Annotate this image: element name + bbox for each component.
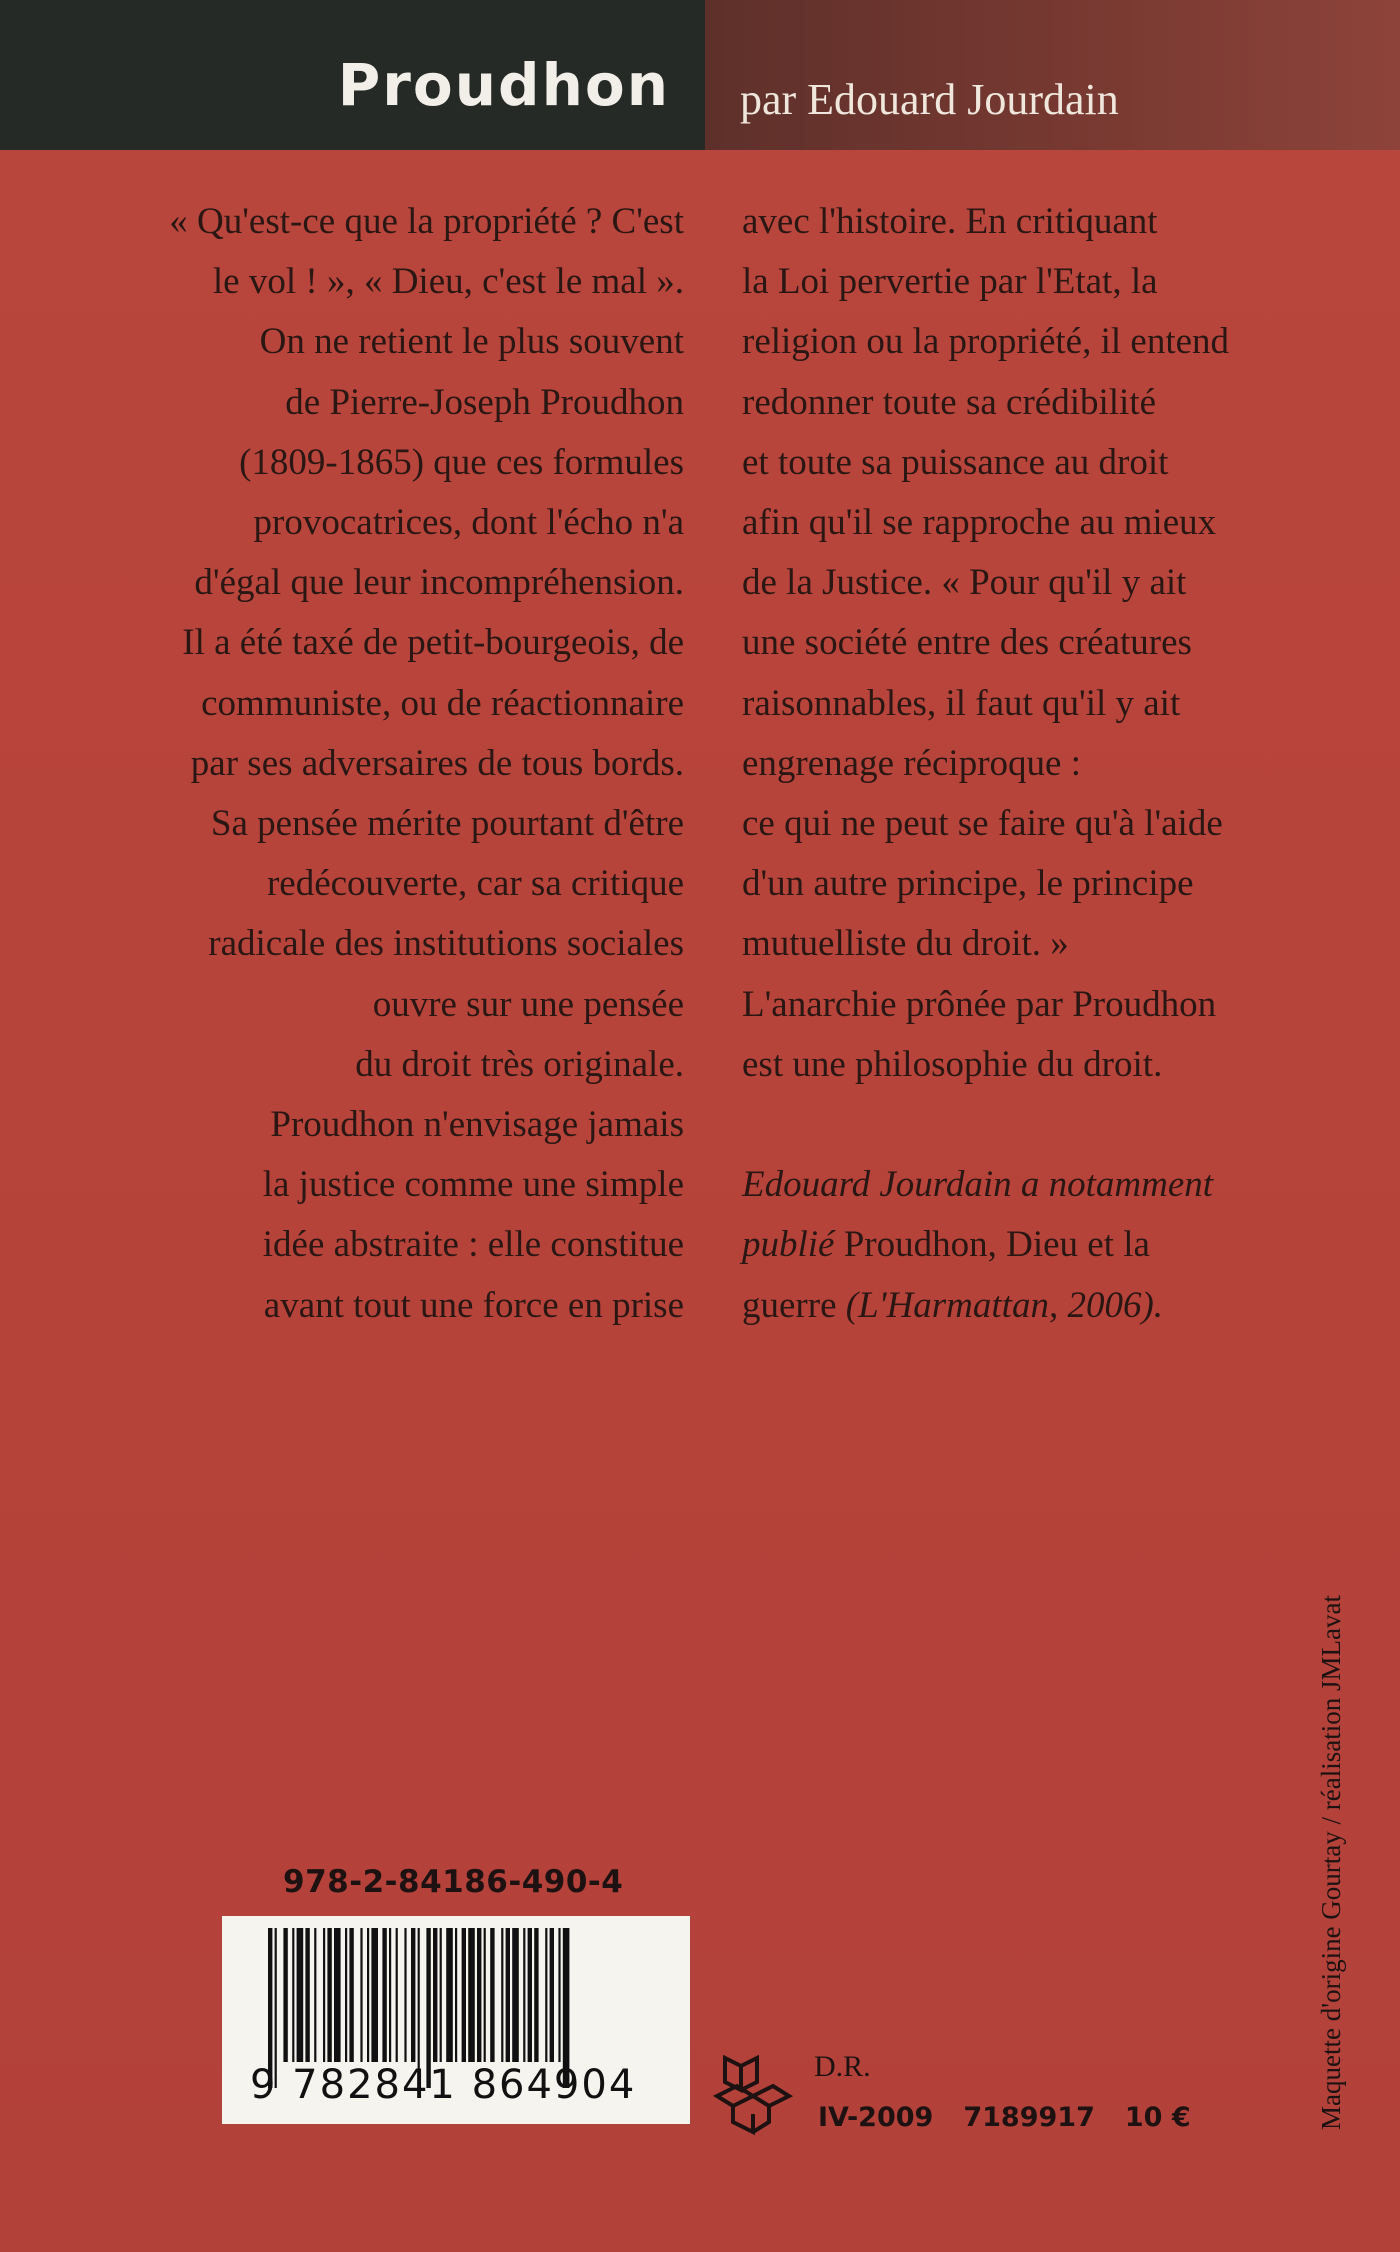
barcode-bar xyxy=(389,1928,391,2062)
barcode-bar xyxy=(323,1928,325,2062)
barcode-bar xyxy=(433,1928,437,2062)
blurb-line: redécouverte, car sa critique xyxy=(266,863,684,905)
blurb-line: provocatrices, dont l'écho n'a xyxy=(253,502,684,544)
barcode-bar xyxy=(490,1928,494,2062)
blurb-line: engrenage réciproque : xyxy=(742,742,1081,784)
isbn-number: 978-2-84186-490-4 xyxy=(283,1864,624,1900)
author-bio-line xyxy=(742,1276,1362,1336)
barcode-bar xyxy=(477,1928,481,2062)
barcode-bar xyxy=(327,1928,331,2062)
blurb-line: communiste, ou de réactionnaire xyxy=(201,682,684,724)
blurb-line: d'égal que leur incompréhension. xyxy=(194,562,684,604)
design-credit: Maquette d'origine Gourtay / réalisation JMLavat xyxy=(1316,1595,1346,2130)
blurb-line: idée abstraite : elle constitue xyxy=(262,1224,684,1266)
blurb-line: par ses adversaires de tous bords. xyxy=(190,742,684,784)
blurb-line: religion ou la propriété, il entend xyxy=(742,321,1230,363)
barcode-digits: 9 782841 864904 xyxy=(250,2062,637,2108)
barcode-bar xyxy=(523,1928,525,2062)
blurb-line: de la Justice. « Pour qu'il y ait xyxy=(742,562,1187,604)
print-number: 7189917 xyxy=(963,2102,1095,2133)
blurb-line: et toute sa puissance au droit xyxy=(742,441,1169,483)
author-bio-italic: (L'Harmattan, 2006). xyxy=(845,1284,1164,1326)
book-author: par Edouard Jourdain xyxy=(740,75,1119,124)
barcode-bar xyxy=(455,1928,457,2062)
barcode-bar xyxy=(382,1928,386,2062)
barcode-bar xyxy=(314,1928,316,2062)
publisher-logo-icon xyxy=(713,2052,793,2136)
blurb-line: On ne retient le plus souvent xyxy=(259,321,684,363)
barcode-bar xyxy=(534,1928,538,2062)
blurb-line: mutuelliste du droit. » xyxy=(742,923,1069,965)
blurb-line: une société entre des créatures xyxy=(742,622,1192,664)
barcode-bar xyxy=(371,1928,378,2062)
author-bio-line xyxy=(742,1215,1362,1275)
blurb-line: le vol ! », « Dieu, c'est le mal ». xyxy=(212,261,684,303)
barcode-bar xyxy=(305,1928,309,2062)
barcode-bar xyxy=(545,1928,547,2062)
barcode-bar xyxy=(404,1928,406,2062)
blurb-line: Il a été taxé de petit-bourgeois, de xyxy=(182,622,684,664)
paragraph-gap xyxy=(742,1095,1362,1155)
blurb-line: d'un autre principe, le principe xyxy=(742,863,1194,905)
barcode-bar xyxy=(484,1928,486,2062)
author-bio-italic: publié xyxy=(742,1224,835,1266)
barcode-bar xyxy=(283,1928,287,2062)
blurb-line: ouvre sur une pensée xyxy=(372,983,684,1025)
blurb-line: avant tout une force en prise xyxy=(263,1284,684,1326)
barcode-bar xyxy=(440,1928,442,2062)
rights-notice: D.R. xyxy=(814,2050,871,2083)
blurb-line: la justice comme une simple xyxy=(262,1164,684,1206)
barcode-bar xyxy=(468,1928,475,2062)
barcode-bar xyxy=(411,1928,415,2062)
blurb-line: la Loi pervertie par l'Etat, la xyxy=(742,261,1158,303)
book-title: Proudhon xyxy=(337,51,670,119)
edition-price-line xyxy=(818,2102,1221,2133)
blurb-line: Sa pensée mérite pourtant d'être xyxy=(210,803,684,845)
barcode-bar xyxy=(462,1928,466,2062)
barcode-bar xyxy=(506,1928,510,2062)
barcode-bar xyxy=(360,1928,362,2062)
blurb-line: radicale des institutions sociales xyxy=(208,923,684,965)
blurb-line: « Qu'est-ce que la propriété ? C'est xyxy=(169,201,684,242)
barcode-bar xyxy=(501,1928,503,2062)
blurb-left-column xyxy=(64,192,684,1336)
blurb-line: Proudhon n'envisage jamais xyxy=(270,1104,684,1146)
barcode-bar xyxy=(396,1928,398,2062)
barcode-bar xyxy=(367,1928,369,2062)
blurb-line: du droit très originale. xyxy=(355,1043,684,1085)
barcode-bar xyxy=(292,1928,294,2062)
blurb-right-column xyxy=(742,192,1362,1336)
blurb-line: afin qu'il se rapproche au mieux xyxy=(742,502,1217,544)
author-bio-line: Edouard Jourdain a notamment xyxy=(742,1164,1214,1206)
blurb-line: redonner toute sa crédibilité xyxy=(742,381,1157,423)
barcode-bar xyxy=(512,1928,519,2062)
barcode-bar xyxy=(446,1928,453,2062)
barcode-bar xyxy=(528,1928,532,2062)
blurb-line: ce qui ne peut se faire qu'à l'aide xyxy=(742,803,1223,845)
barcode-bar xyxy=(334,1928,341,2062)
author-bio-text: Proudhon, Dieu et la xyxy=(834,1224,1150,1266)
barcode xyxy=(222,1916,690,2124)
blurb-line: de Pierre-Joseph Proudhon xyxy=(285,381,684,423)
barcode-bar xyxy=(345,1928,347,2062)
blurb-line: avec l'histoire. En critiquant xyxy=(742,201,1158,242)
barcode-bar xyxy=(558,1928,560,2062)
barcode-bar xyxy=(550,1928,554,2062)
price: 10 € xyxy=(1124,2102,1191,2133)
barcode-bar xyxy=(349,1928,353,2062)
edition-code: IV-2009 xyxy=(818,2102,934,2133)
barcode-bar xyxy=(297,1928,304,2062)
blurb-line: est une philosophie du droit. xyxy=(742,1043,1163,1085)
author-bio-text: guerre xyxy=(742,1284,846,1326)
blurb-line: (1809-1865) que ces formules xyxy=(239,441,684,483)
blurb-line: raisonnables, il faut qu'il y ait xyxy=(742,682,1181,724)
blurb-line: L'anarchie prônée par Proudhon xyxy=(742,983,1217,1025)
